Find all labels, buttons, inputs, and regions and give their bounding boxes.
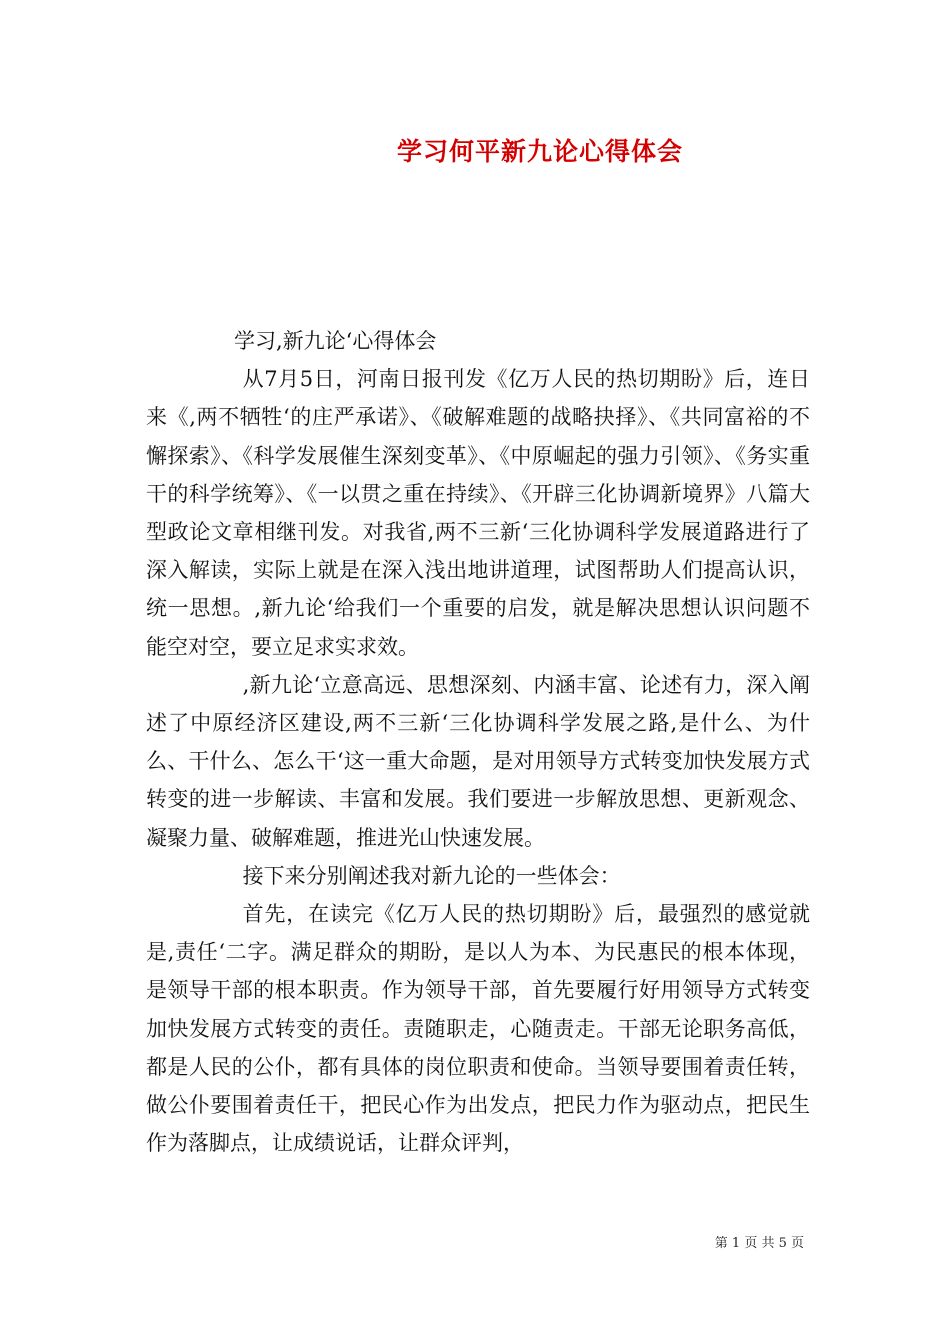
paragraph-1: 从7月5日，河南日报刊发《亿万人民的热切期盼》后，连日来《,两不牺牲‘的庄严承诺》、《破解难题的战略抉择》、《共同富裕的不懈探索》、《科学发展催生深刻变革》、《中原崛起的强力引领》、《务实重干的科学统筹》、《一以贯之重在持续》、《开辟三化协调新境界》八篇大型政论文章相继刊发。对我省,两不三新‘三化协调科学发展道路进行了深入解读，实际上就是在深入浅出地讲道理，试图帮助人们提高认识，统一思想。,新九论‘给我们一个重要的启发，就是解决思想认识问题不能空对空，要立足求实求效。 — [146, 367, 810, 659]
document-subtitle: 学习,新九论‘心得体会 — [234, 329, 437, 353]
document-body — [146, 322, 810, 1162]
page-number: 第 1 页 共 5 页 — [714, 1236, 804, 1251]
document-title: 学习何平新九论心得体会 — [396, 137, 683, 166]
paragraph-2: ,新九论‘立意高远、思想深刻、内涵丰富、论述有力，深入阐述了中原经济区建设,两不三新‘三化协调科学发展之路,是什么、为什么、干什么、怎么干‘这一重大命题，是对用领导方式转变加快发展方式转变的进一步解读、丰富和发展。我们要进一步解放思想、更新观念、凝聚力量、破解难题，推进光山快速发展。 — [146, 672, 810, 850]
paragraph-4: 首先，在读完《亿万人民的热切期盼》后，最强烈的感觉就是,责任‘二字。满足群众的期盼，是以人为本、为民惠民的根本体现，是领导干部的根本职责。作为领导干部，首先要履行好用领导方式转变加快发展方式转变的责任。责随职走，心随责走。干部无论职务高低，都是人民的公仆，都有具体的岗位职责和使命。当领导要围着责任转，做公仆要围着责任干，把民心作为出发点，把民力作为驱动点，把民生作为落脚点，让成绩说话，让群众评判， — [146, 902, 810, 1156]
paragraph-3: 接下来分别阐述我对新九论的一些体会： — [242, 863, 621, 888]
